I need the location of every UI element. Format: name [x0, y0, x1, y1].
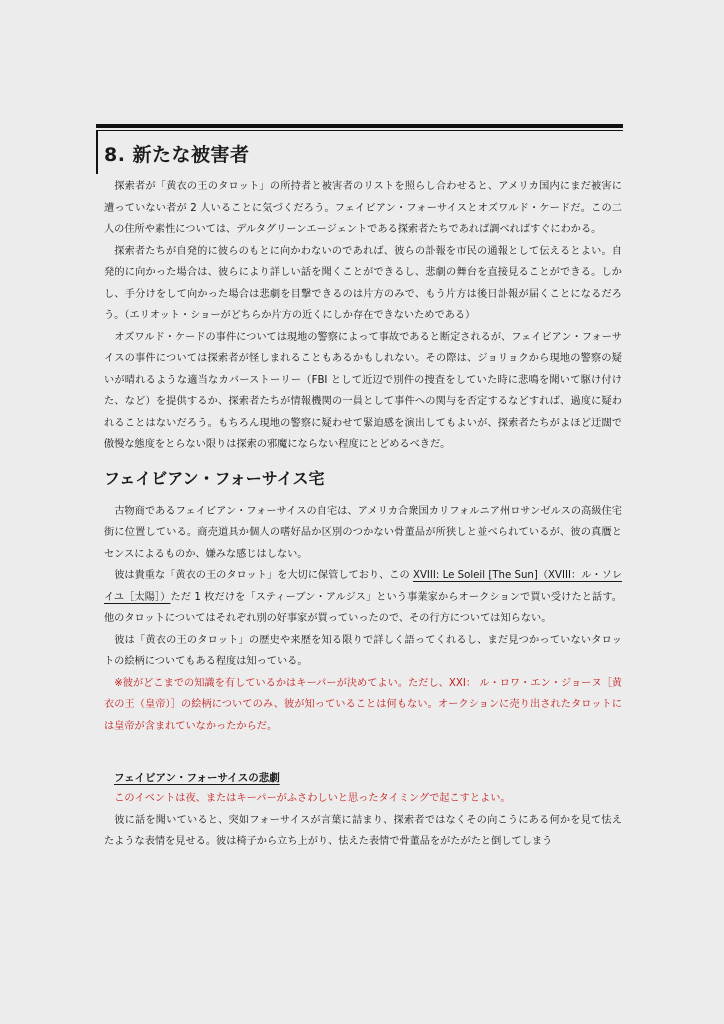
intro-paragraph-1: 探索者が「黄衣の王のタロット」の所持者と被害者のリストを照らし合わせると、アメリカ国内にまだ被害に遭っていない者が 2 人いることに気づくだろう。フェイビアン・フォーサイスとオズワルド・ケードだ。この二人の住所や素性については、デルタグリーンエージェントである探索者たちであれば調べればすぐにわかる。 [104, 181, 622, 235]
intro-paragraph-3: オズワルド・ケードの事件については現地の警察によって事故であると断定されるが、フェイビアン・フォーサイスの事件については探索者が怪しまれることもあるかもしれない。その際は、ジョリョクから現地の警察の疑いが晴れるような適当なカバーストーリー（FBI として近辺で別件の捜査をしていた時に悲鳴を聞いて駆け付けた、など）を提供するか、探索者たちが情報機関の一員として事件への関与を否定するなどすれば、過度に疑われることはないだろう。もちろん現地の警察に疑わせて緊迫感を演出してもよいが、探索者たちがよほど迂闊で傲慢な態度をとらない限りは探索の邪魔にならない程度にとどめるべきだ。 [104, 331, 622, 450]
section-heading-forsythe-house: フェイビアン・フォーサイス宅 [104, 468, 325, 488]
intro-paragraph-2: 探索者たちが自発的に彼らのもとに向かわないのであれば、彼らの訃報を市民の通報として伝えるとよい。自発的に向かった場合は、彼らにより詳しい話を聞くことができるし、悲劇の舞台を直接見ることができる。しかし、手分けをして向かった場合は悲劇を目撃できるのは片方のみで、もう片方は後日訃報が届くことになるだろう。（エリオット・ショーがどちらか片方の近くにしか存在できないためである） [104, 245, 622, 321]
event-timing-note: このイベントは夜、またはキーパーがふさわしいと思ったタイミングで起こすとよい。 [114, 793, 511, 804]
chapter-title: 8. 新たな被害者 [104, 144, 250, 166]
header-rule-thin [96, 130, 623, 131]
section-paragraph-3: 彼は「黄衣の王のタロット」の歴史や来歴を知る限りで詳しく語ってくれるし、まだ見つかっていないタロットの絵柄についてもある程度は知っている。 [104, 634, 622, 667]
subsection-heading-forsythe-tragedy: フェイビアン・フォーサイスの悲劇 [114, 772, 280, 784]
section-paragraph-2-end: ただ 1 枚だけを「スティーブン・アルジス」という事業家からオークションで買い受けたと話す。他のタロットについてはそれぞれ別の好事家が買っていったので、その行方については知らない。 [104, 591, 622, 624]
chapter-body [104, 176, 622, 853]
subsection-paragraph-1: 彼に話を聞いていると、突如フォーサイスが言葉に詰まり、探索者ではなくその向こうにある何かを見て怯えたような表情を見せる。彼は椅子から立ち上がり、怯えた表情で骨董品をがたがたと倒してしまう [104, 814, 622, 847]
section-paragraph-1: 古物商であるフェイビアン・フォーサイスの自宅は、アメリカ合衆国カリフォルニア州ロサンゼルスの高級住宅街に位置している。商売道具か個人の嗜好品か区別のつかない骨董品が所狭しと並べられているが、彼の真贋とセンスによるものか、嫌みな感じはしない。 [104, 505, 622, 560]
tarot-card-name: XVIII: Le Soleil [The Sun]（XVIII：ル・ソレイユ［太陽］） [104, 570, 623, 603]
section-paragraph-2 [104, 565, 622, 630]
section-paragraph-2-start: 彼は貴重な「黄衣の王のタロット」を大切に保管しており、この [114, 570, 413, 581]
header-rule-thick [96, 124, 623, 128]
title-side-bar [96, 130, 98, 174]
keeper-note: ※彼がどこまでの知識を有しているかはキーパーが決めてよい。ただし、XXI： ル・ロワ・エン・ジョーヌ［黄衣の王（皇帝）］の絵柄についてのみ、彼が知っていることは何もない。オークションに売り出されたタロットには皇帝が含まれていなかったからだ。 [104, 677, 622, 732]
